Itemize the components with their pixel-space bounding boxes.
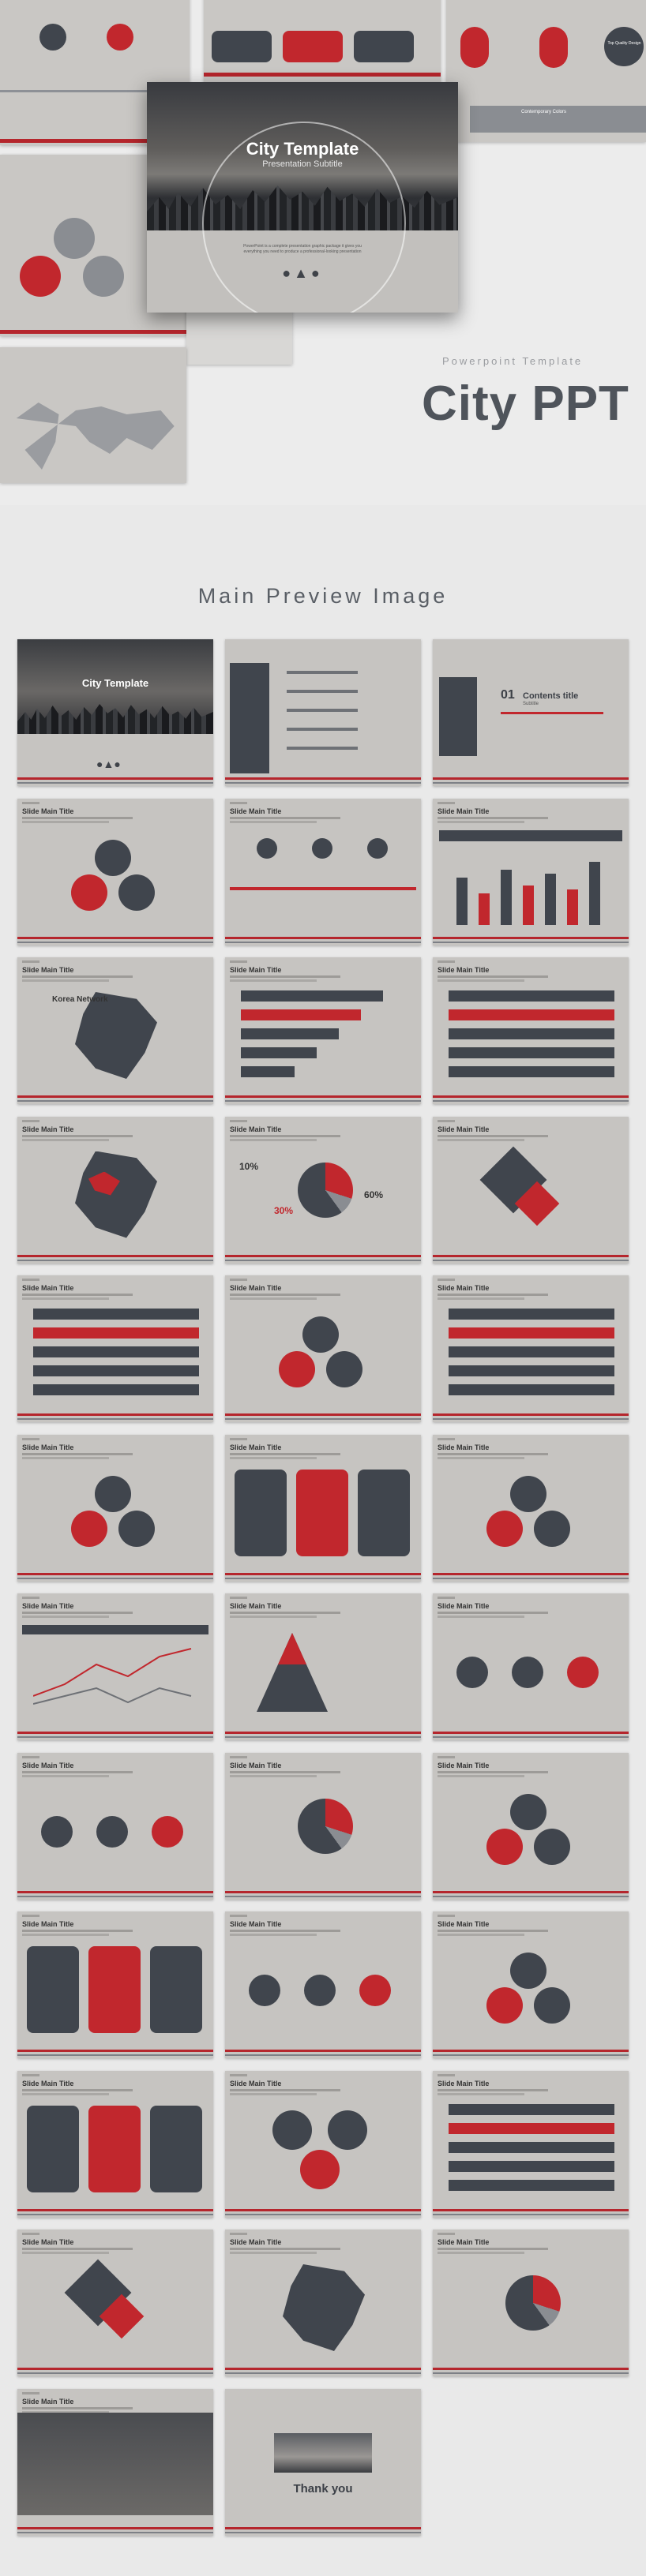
pie-value-1: 10% (239, 1160, 259, 1172)
slide-thumbnail[interactable] (17, 799, 213, 945)
slide-thumbnail[interactable] (225, 2389, 421, 2536)
slide-title: Slide Main Title (230, 1920, 282, 1928)
korea-network-title: Korea Network (52, 995, 108, 1004)
slide-thumbnail[interactable] (17, 1593, 213, 1740)
slide-title: Slide Main Title (230, 1602, 282, 1610)
slide-thumbnail[interactable] (433, 1275, 629, 1422)
bg-slide-label: Contemporary Colors (521, 110, 567, 114)
slide-thumbnail[interactable] (17, 2071, 213, 2218)
people-icon: ●▲● (282, 265, 323, 281)
background-slide-2 (204, 0, 441, 90)
background-slide-3 (446, 0, 646, 142)
slide-title: Slide Main Title (22, 1602, 74, 1610)
first-slide-title: City Template (81, 677, 149, 689)
slide-thumbnail[interactable] (225, 1593, 421, 1740)
slide-title: Slide Main Title (22, 1284, 74, 1292)
map-shape (65, 1151, 167, 1238)
map-shape (272, 2264, 375, 2351)
slide-thumbnail[interactable] (433, 2230, 629, 2376)
slide-thumbnail[interactable] (433, 799, 629, 945)
map-shape (65, 992, 167, 1079)
contents-photo (439, 677, 477, 756)
slide-title: Slide Main Title (438, 1125, 490, 1133)
slide-thumbnail[interactable] (17, 1275, 213, 1422)
pie-value-2: 30% (274, 1204, 294, 1216)
slide-thumbnail[interactable] (17, 2230, 213, 2376)
slide-thumbnail[interactable] (225, 639, 421, 786)
slide-title: Slide Main Title (230, 2238, 282, 2246)
thanks-photo (274, 2433, 372, 2473)
slide-title: Slide Main Title (438, 966, 490, 974)
slide-thumbnail[interactable] (433, 1435, 629, 1582)
slide-thumbnail[interactable] (225, 2071, 421, 2218)
slide-title: Slide Main Title (22, 1443, 74, 1451)
section-heading: Main Preview Image (197, 584, 449, 608)
slide-thumbnail[interactable] (17, 1117, 213, 1264)
slide-title: Slide Main Title (230, 1284, 282, 1292)
slide-thumbnail[interactable] (17, 639, 213, 786)
slide-thumbnail[interactable] (17, 1911, 213, 2058)
background-slide-6 (0, 347, 186, 483)
cover-title: City Template (246, 139, 359, 159)
cover-body-text: PowerPoint is a complete presentation graphic package it gives you everything you need to produce a professional-looking presentation (243, 244, 362, 254)
line-chart-graphic (33, 1641, 199, 1720)
slide-title: Slide Main Title (438, 807, 490, 815)
slide-thumbnail[interactable] (225, 1435, 421, 1582)
slide-thumbnail[interactable] (17, 1753, 213, 1900)
slide-title: Slide Main Title (438, 2238, 490, 2246)
slide-thumbnail[interactable] (17, 957, 213, 1104)
slide-thumbnail[interactable] (433, 2071, 629, 2218)
contents-title: Contents title (523, 691, 579, 701)
featured-cover-slide (147, 82, 458, 313)
product-title: City PPT (422, 376, 629, 431)
slide-thumbnail[interactable] (225, 2230, 421, 2376)
slide-title: Slide Main Title (438, 2079, 490, 2087)
contents-subtitle: Subtitle (523, 702, 539, 706)
slide-thumbnail[interactable] (433, 639, 629, 786)
people-icon: ●▲● (96, 758, 121, 770)
slide-thumbnail[interactable] (433, 1753, 629, 1900)
slide-title: Slide Main Title (22, 1920, 74, 1928)
thanks-title: Thank you (293, 2481, 353, 2496)
slide-thumbnail[interactable] (433, 1593, 629, 1740)
slide-title: Slide Main Title (230, 1443, 282, 1451)
slide-title: Slide Main Title (230, 1761, 282, 1769)
slide-title: Slide Main Title (22, 1761, 74, 1769)
slide-thumbnail[interactable] (225, 799, 421, 945)
slide-title: Slide Main Title (22, 966, 74, 974)
slide-thumbnail[interactable] (433, 1117, 629, 1264)
contents-number: 01 (501, 688, 515, 702)
slide-thumbnail[interactable] (17, 1435, 213, 1582)
slide-title: Slide Main Title (438, 1761, 490, 1769)
slide-title: Slide Main Title (22, 2397, 74, 2406)
slide-title: Slide Main Title (438, 1284, 490, 1292)
slide-title: Slide Main Title (22, 807, 74, 815)
slide-title: Slide Main Title (438, 1602, 490, 1610)
slide-title: Slide Main Title (230, 2079, 282, 2087)
hero-section (0, 0, 646, 505)
slide-thumbnail[interactable] (225, 1117, 421, 1264)
slide-thumbnail[interactable] (225, 957, 421, 1104)
slide-title: Slide Main Title (230, 1125, 282, 1133)
pie-value-3: 60% (364, 1189, 384, 1200)
slide-title: Slide Main Title (22, 2079, 74, 2087)
slide-title: Slide Main Title (438, 1443, 490, 1451)
template-label: Powerpoint Template (442, 355, 584, 367)
cover-subtitle: Presentation Subtitle (262, 159, 343, 169)
slide-title: Slide Main Title (230, 966, 282, 974)
slide-thumbnail[interactable] (225, 1911, 421, 2058)
slide-thumbnail[interactable] (433, 957, 629, 1104)
slide-thumbnail[interactable] (225, 1275, 421, 1422)
slide-title: Slide Main Title (230, 807, 282, 815)
slide-thumbnail[interactable] (17, 2389, 213, 2536)
slide-thumbnail[interactable] (225, 1753, 421, 1900)
slide-title: Slide Main Title (438, 1920, 490, 1928)
slide-title: Slide Main Title (22, 2238, 74, 2246)
bg-slide-badge-label: Top Quality Design (607, 41, 641, 46)
slide-thumbnail[interactable] (433, 1911, 629, 2058)
slide-title: Slide Main Title (22, 1125, 74, 1133)
